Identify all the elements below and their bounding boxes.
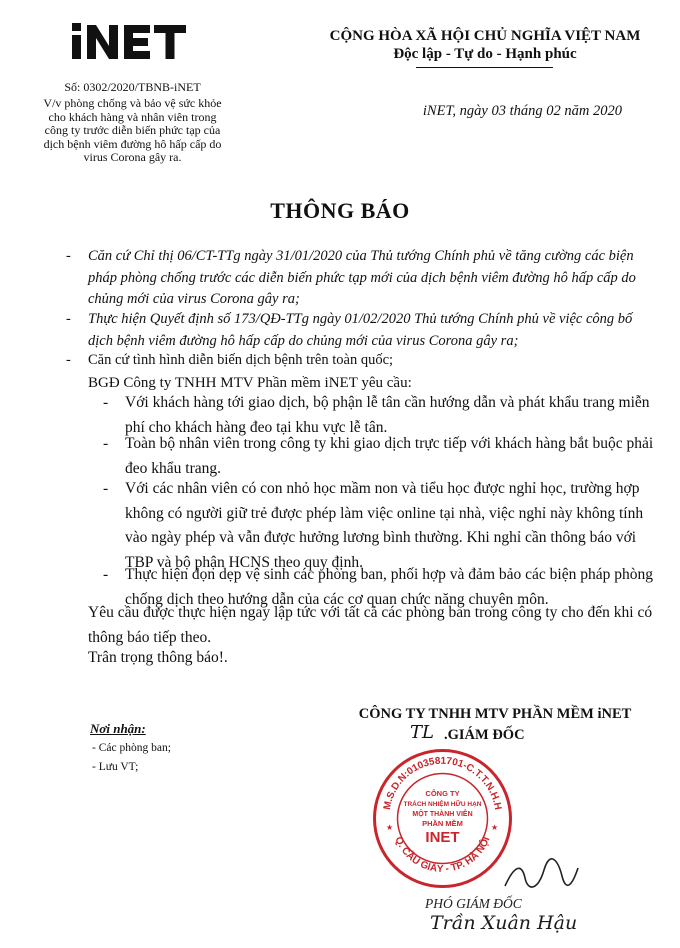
basis-line: Căn cứ tình hình diễn biến dịch bệnh trên toàn quốc; — [88, 352, 394, 368]
stamp-bottom-text: Q. CẦU GIẤY - TP. HÀ NỘI — [392, 835, 493, 875]
bullet-dash: - — [103, 480, 109, 497]
recipient-item: - Lưu VT; — [92, 761, 139, 773]
bullet-dash: - — [103, 394, 109, 411]
stamp-center-line: INET — [425, 829, 460, 846]
pp-handwritten: TL — [410, 722, 434, 743]
requirement-item — [103, 477, 655, 575]
requirement-line: chống dịch theo hướng dẫn của các cơ quan chức năng chuyên môn. — [125, 590, 549, 608]
company-stamp — [370, 746, 515, 891]
signature-mark — [500, 856, 580, 896]
basis-item — [66, 350, 648, 372]
bullet-dash: - — [66, 248, 71, 264]
subject-line: V/v phòng chống và bảo vệ sức khỏe — [43, 96, 222, 110]
basis-line: pháp phòng chống trước các diễn biến phức tạp mới của dịch bệnh viêm đường hô hấp cấp do — [88, 269, 636, 286]
stamp-graphic — [370, 746, 515, 891]
stamp-center-line: MỘT THÀNH VIÊN — [412, 811, 473, 818]
requirement-line: Với các nhân viên có con nhỏ học mầm non và tiểu học được nghỉ học, trường hợp — [125, 480, 640, 497]
document-subject — [30, 97, 235, 165]
document-title: THÔNG BÁO — [270, 198, 410, 223]
inet-logo-graphic — [70, 22, 202, 60]
basis-line: Căn cứ Chỉ thị 06/CT-TTg ngày 31/01/2020 của Thủ tướng Chính phủ về tăng cường các biện — [88, 248, 634, 264]
bullet-dash: - — [66, 352, 71, 368]
signing-company: CÔNG TY TNHH MTV PHẦN MỀM iNET — [358, 706, 632, 722]
subject-line: dịch bệnh viêm đường hô hấp cấp do — [43, 136, 222, 151]
basis-item — [66, 309, 648, 352]
inet-logo — [70, 22, 202, 60]
requirement-line: phí cho khách hàng đeo tại khu vực lễ tân. — [125, 418, 388, 436]
national-title: CỘNG HÒA XÃ HỘI CHỦ NGHĨA VIỆT NAM — [329, 28, 641, 44]
stamp-ring-text: M.S.D.N:0103581701-C.T.T.N.H.H — [381, 755, 504, 811]
basis-item — [66, 246, 648, 311]
signing-title: .GIÁM ĐỐC — [444, 727, 525, 743]
bullet-dash: - — [103, 435, 109, 452]
requirement-line: Toàn bộ nhân viên trong công ty khi giao dịch trực tiếp với khách hàng bắt buộc phải — [125, 435, 654, 452]
requirement-line: Với khách hàng tới giao dịch, bộ phận lễ tân cần hướng dẫn và phát khẩu trang miễn — [125, 394, 650, 411]
requirement-line: Thực hiện dọn dẹp vệ sinh các phòng ban, phối hợp và đảm bảo các biện pháp phòng — [125, 566, 653, 583]
closing-line: Yêu cầu được thực hiện ngay lập tức với tất cả các phòng ban trong công ty cho đến khi có — [88, 604, 653, 621]
regards-text: Trân trọng thông báo!. — [88, 649, 228, 666]
requirement-line: đeo khẩu trang. — [125, 459, 221, 477]
stamp-center-line: TRÁCH NHIỆM HỮU HẠN — [403, 801, 482, 808]
national-motto: Độc lập - Tự do - Hạnh phúc — [393, 46, 577, 62]
subject-line: cho khách hàng và nhân viên trong — [48, 109, 217, 124]
star-icon: ★ — [386, 823, 394, 832]
requirement-line: TBP và bộ phận HCNS theo quy định. — [125, 553, 363, 571]
requirements-intro: BGĐ Công ty TNHH MTV Phần mềm iNET yêu cầu: — [88, 375, 412, 391]
recipients-title: Nơi nhận: — [90, 721, 146, 736]
requirement-item — [103, 432, 655, 481]
bullet-dash: - — [66, 311, 71, 327]
requirement-line: vào ngày phép và vẫn được hưởng lương bình thường. Khi nghỉ cần thông báo với — [125, 529, 637, 546]
closing-paragraph — [88, 601, 653, 650]
closing-line: thông báo tiếp theo. — [88, 628, 212, 646]
motto-underline — [416, 67, 553, 68]
subject-line: công ty trước diễn biến phức tạp của — [44, 123, 221, 137]
star-icon: ★ — [491, 823, 499, 832]
document-number: Số: 0302/2020/TBNB-iNET — [64, 80, 201, 94]
deputy-title: PHÓ GIÁM ĐỐC — [425, 896, 522, 911]
place-date: iNET, ngày 03 tháng 02 năm 2020 — [422, 103, 622, 119]
basis-line: dịch bệnh viêm đường hô hấp cấp do chủng mới của virus Corona gây ra; — [88, 332, 519, 349]
basis-line: chủng mới của virus Corona gây ra; — [88, 291, 300, 307]
stamp-center-line: PHẦN MỀM — [422, 819, 463, 828]
stamp-center-line: CÔNG TY — [425, 789, 460, 798]
signer-name: Trần Xuân Hậu — [430, 912, 578, 934]
basis-line: Thực hiện Quyết định số 173/QĐ-TTg ngày 01/02/2020 Thủ tướng Chính phủ về việc công bố — [88, 311, 633, 327]
bullet-dash: - — [103, 566, 109, 583]
recipient-item: - Các phòng ban; — [92, 742, 171, 754]
requirement-line: không có người giữ trẻ được phép làm việc online tại nhà, việc nghỉ này không tính — [125, 504, 644, 522]
subject-line: virus Corona gây ra. — [83, 150, 182, 164]
